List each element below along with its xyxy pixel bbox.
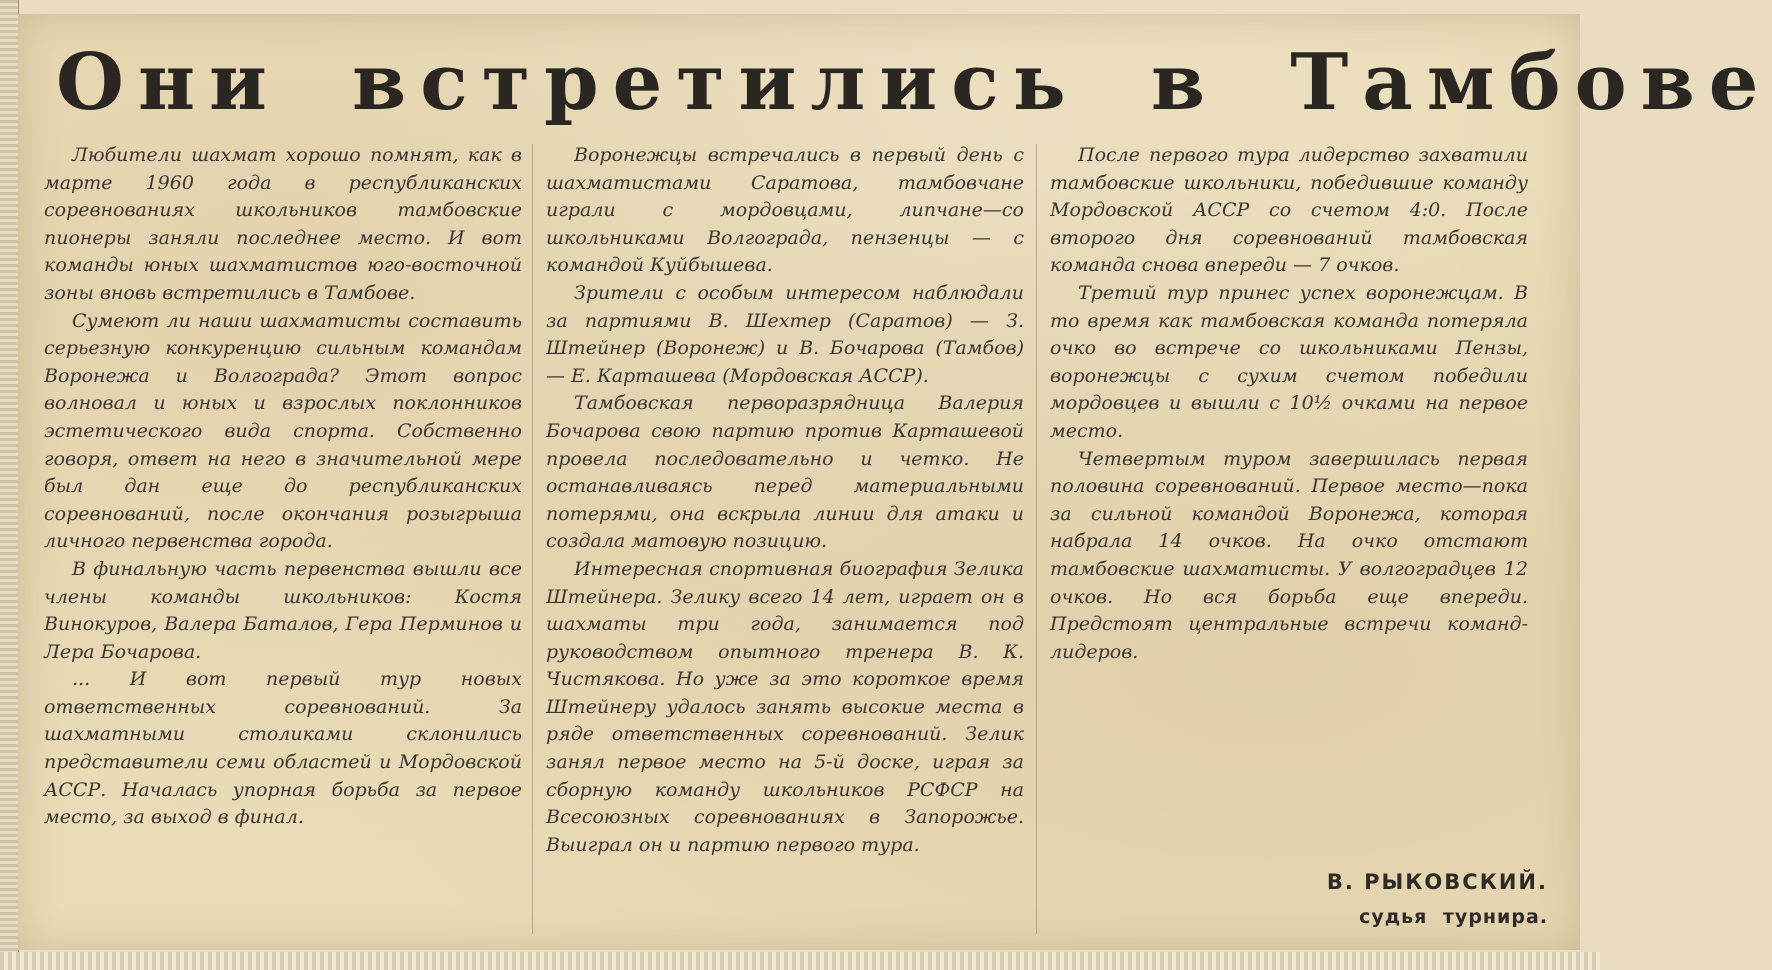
paragraph: Тамбовская перворазрядница Валерия Бочарова свою партию против Карташевой провела последовательно и четко. Не останавливаясь перед материальными потерями, она вскрыла линии для атаки и создала матовую позицию. <box>546 392 1024 553</box>
paragraph: Сумеют ли наши шахматисты составить серьезную конкуренцию сильным командам Воронежа и Волгограда? Этот вопрос волновал и юных и взрослых поклонников эстетического вида спорта. Собственно говоря, ответ на него в значительной мере был дан еще до республиканских соревнований, после окончания розыгрыша личного первенства города. <box>44 309 522 553</box>
article-column-2 <box>546 142 1024 942</box>
paragraph: После первого тура лидерство захватили тамбовские школьники, победившие команду Мордовской АССР со счетом 4:0. После второго дня соревнований тамбовская команда снова впереди — 7 очков. <box>1050 144 1528 277</box>
column-divider <box>532 144 533 934</box>
headline: Они встретились в Тамбове <box>56 37 1772 128</box>
paragraph: ... И вот первый тур новых ответственных соревнований. За шахматными столиками склонились представители семи областей и Мордовской АССР. Началась упорная борьба за первое место, за выход в финал. <box>44 668 522 829</box>
column-divider <box>1036 144 1037 934</box>
article-column-3 <box>1050 142 1528 942</box>
article-column-1 <box>44 142 522 942</box>
paragraph: Зрители с особым интересом наблюдали за партиями В. Шехтер (Саратов) — З. Штейнер (Воронеж) и В. Бочарова (Тамбов) — Е. Карташева (Мордовская АССР). <box>546 281 1024 387</box>
paragraph: Третий тур принес успех воронежцам. В то время как тамбовская команда потеряла очко во встрече со школьниками Пензы, воронежцы с сухим счетом победили мордовцев и вышли с 10½ очками на первое место. <box>1050 281 1528 442</box>
paragraph: Четвертым туром завершилась первая половина соревнований. Первое место—пока за сильной командой Воронежа, которая набрала 14 очков. На очко отстают тамбовские шахматисты. У волгоградцев 12 очков. Но вся борьба еще впереди. Предстоят центральные встречи команд-лидеров. <box>1050 447 1528 663</box>
paragraph: Любители шахмат хорошо помнят, как в марте 1960 года в республиканских соревнованиях школьников тамбовские пионеры заняли последнее место. И вот команды юных шахматистов юго-восточной зоны вновь встретились в Тамбове. <box>44 144 522 304</box>
bottom-torn-edge <box>0 952 1600 970</box>
newspaper-clipping <box>18 14 1772 950</box>
paragraph: Интересная спортивная биография Зелика Штейнера. Зелику всего 14 лет, играет он в шахматы три года, занимается под руководством опытного тренера В. К. Чистякова. Но уже за это короткое время Штейнеру удалось занять высокие места в ряде ответственных соревнований. Зелик занял первое место на 5-й доске, играя за сборную команду школьников РСФСР на Всесоюзных соревнованиях в Запорожье. Выиграл он и партию первого тура. <box>546 557 1024 856</box>
paragraph: Воронежцы встречались в первый день с шахматистами Саратова, тамбовчане играли с мордовцами, липчане—со школьниками Волгограда, пензенцы — с командой Куйбышева. <box>546 144 1024 277</box>
paragraph: В финальную часть первенства вышли все члены команды школьников: Костя Винокуров, Валера Баталов, Гера Перминов и Лера Бочарова. <box>44 557 522 663</box>
author-signature: В. РЫКОВСКИЙ. <box>1326 870 1548 894</box>
left-torn-edge <box>0 0 19 970</box>
author-role: судья турнира. <box>1359 906 1548 928</box>
